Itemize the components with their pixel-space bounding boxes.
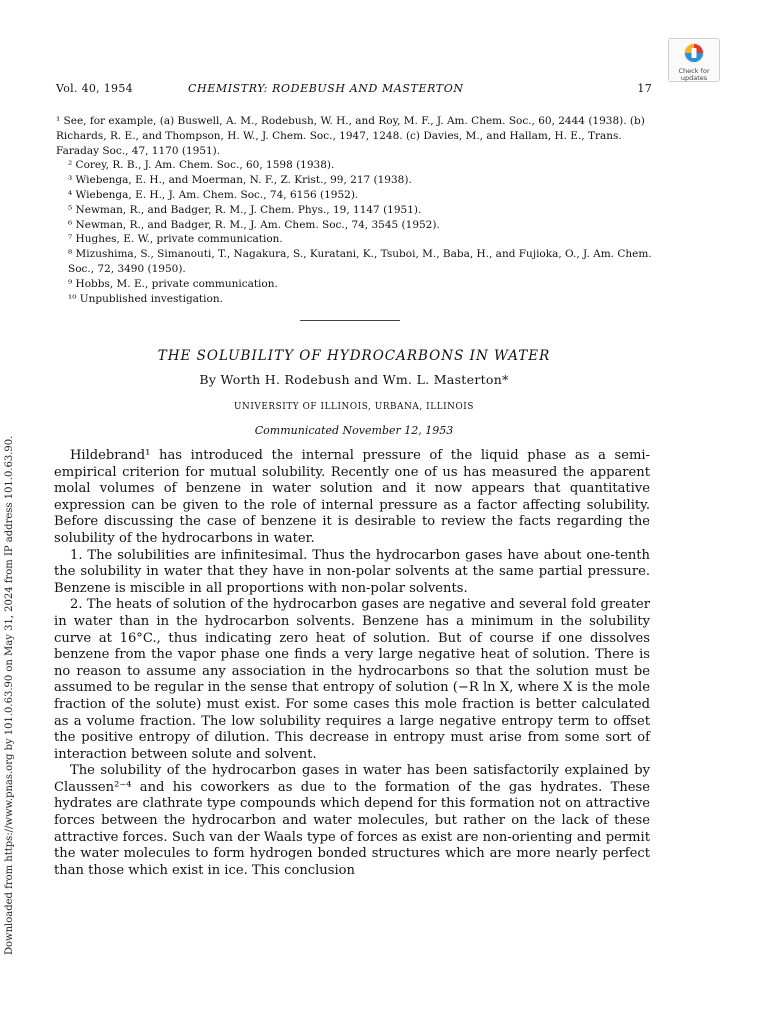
page-number: 17 (637, 82, 652, 95)
body-paragraph: 2. The heats of solution of the hydrocarbon gases are negative and several fold greater in water than in the hydrocarbon solvents. Benzene has a minimum in the solubility curve at 16°C., thus indicating zero heat of solution. But of course if one dissolves benzene from the vapor phase one finds a very large negative heat of solution. There is no reason to assume any association in the hydrocarbons so that the solution must be assumed to be regular in the sense that entropy of solution (−R ln X, where X is the mole fraction of the solute) must exist. For some cases this mole fraction is better calculated as a volume fraction. The low solubility requires a large negative entropy term to offset the positive entropy of dilution. This decrease in entropy must arise from some sort of interaction between solute and solvent. (54, 597, 650, 762)
volume-label: Vol. 40, 1954 (56, 82, 133, 95)
article-body (54, 448, 650, 879)
article-title: THE SOLUBILITY OF HYDROCARBONS IN WATER (157, 348, 551, 364)
reference-item: ⁷ Hughes, E. W., private communication. (68, 233, 283, 246)
reference-item: ⁶ Newman, R., and Badger, R. M., J. Am. Chem. Soc., 74, 3545 (1952). (68, 218, 440, 231)
reference-item: ⁹ Hobbs, M. E., private communication. (68, 277, 278, 290)
running-head (56, 82, 652, 96)
reference-item: ⁸ Mizushima, S., Simanouti, T., Nagakura, S., Kuratani, K., Tsuboi, M., Baba, H., and Fujioka, O., J. Am. Chem. Soc., 72, 3490 (1950). (68, 248, 652, 275)
body-paragraph: The solubility of the hydrocarbon gases in water has been satisfactorily explained by Claussen²⁻⁴ and his coworkers as due to the formation of the gas hydrates. These hydrates are clathrate type compounds which depend for this formation not on attractive forces between the hydrocarbon and water molecules, but rather on the lack of these attractive forces. Such van der Waals type of forces as exist are non-orienting and permit the water molecules to form hydrogen bonded structures which are more nearly perfect than those which exist in ice. This conclusion (54, 763, 650, 878)
article-byline: By Worth H. Rodebush and Wm. L. Masterton* (199, 372, 509, 387)
badge-label-2: updates (680, 74, 708, 82)
communicated-date: Communicated November 12, 1953 (254, 424, 454, 437)
running-head-title: CHEMISTRY: RODEBUSH AND MASTERTON (188, 82, 464, 95)
body-paragraph: Hildebrand¹ has introduced the internal pressure of the liquid phase as a semi-empirical criterion for mutual solubility. Recently one of us has measured the apparent molal volumes of benzene in water solution and it now appears that quantitative expression can be given to the role of internal pressure as a factor affecting solubility. Before discussing the case of benzene it is desirable to review the facts regarding the solubility of the hydrocarbons in water. (54, 448, 650, 546)
reference-item: ¹ See, for example, (a) Buswell, A. M., Rodebush, W. H., and Roy, M. F., J. Am. Chem. Soc., 60, 2444 (1938). (b) Richards, R. E., and Thompson, H. W., J. Chem. Soc., 1947, 1248. (c) Davies, M., and Hallam, H. E., Trans. Faraday Soc., 47, 1170 (1951). (56, 115, 645, 157)
article-affiliation: UNIVERSITY OF ILLINOIS, URBANA, ILLINOIS (234, 402, 474, 412)
reference-list (56, 114, 652, 306)
badge-label-1: Check for (678, 67, 710, 75)
body-paragraph: 1. The solubilities are infinitesimal. Thus the hydrocarbon gases have about one-tenth the solubility in water that they have in non-polar solvents at the same partial pressure. Benzene is miscible in all proportions with non-polar solvents. (54, 547, 650, 596)
reference-item: ⁵ Newman, R., and Badger, R. M., J. Chem. Phys., 19, 1147 (1951). (68, 203, 422, 216)
crossmark-icon (683, 42, 705, 64)
check-for-updates-badge[interactable] (668, 38, 720, 82)
reference-item: ¹⁰ Unpublished investigation. (68, 292, 223, 305)
reference-item: ⁴ Wiebenga, E. H., J. Am. Chem. Soc., 74, 6156 (1952). (68, 188, 359, 201)
download-watermark: Downloaded from https://www.pnas.org by 101.0.63.90 on May 31, 2024 from IP address 101.0.63.90. (4, 435, 15, 955)
section-divider (300, 320, 400, 321)
reference-item: ³ Wiebenga, E. H., and Moerman, N. F., Z. Krist., 99, 217 (1938). (68, 174, 412, 187)
reference-item: ² Corey, R. B., J. Am. Chem. Soc., 60, 1598 (1938). (68, 159, 335, 172)
